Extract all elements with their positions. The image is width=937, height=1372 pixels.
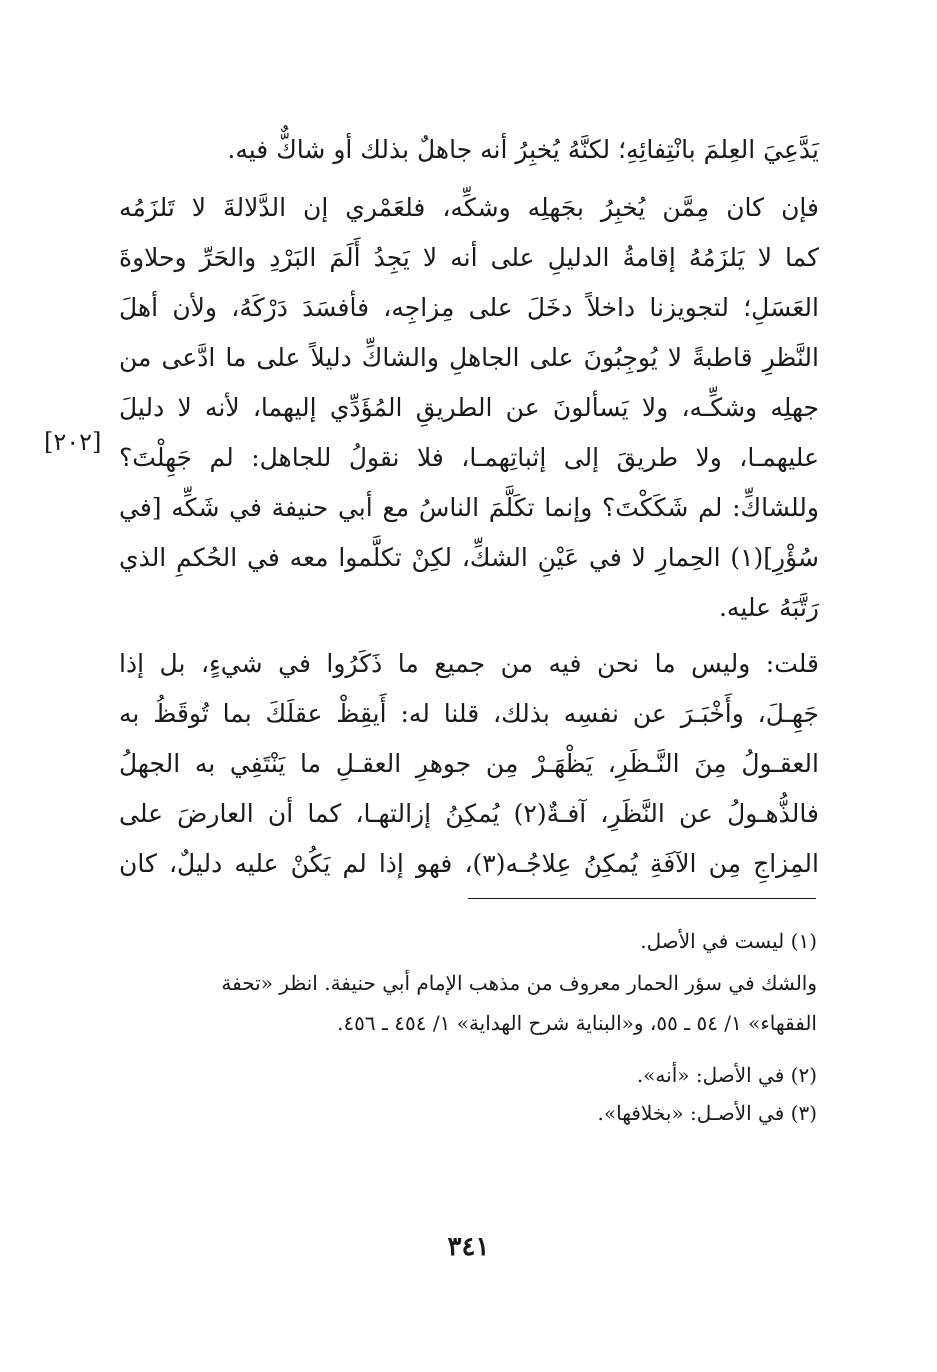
body-line: قلت: وليس ما نحن فيه من جميع ما ذَكَرُوا في شيءٍ، بل إذا — [119, 649, 819, 678]
footnote-separator — [468, 898, 816, 899]
body-line: المِزاجِ مِن الآفَةِ يُمكِنُ عِلاجُـه(٣)، فهو إذا لم يَكُنْ عليه دليلٌ، كان — [119, 849, 819, 878]
page-number: ٣٤١ — [447, 1232, 490, 1262]
body-line: رَتَّبَهُ عليه. — [718, 593, 819, 622]
body-line: سُؤْرِ](١) الحِمارِ لا في عَيْنِ الشكِّ، لكِنْ تكلَّموا معه في الحُكمِ الذي — [119, 543, 819, 572]
body-line: فإن كان مِمَّن يُخبِرُ بجَهلِه وشكِّه، فلعَمْري إن الدَّلالةَ لا تَلزَمُه — [119, 193, 819, 222]
margin-page-reference: [٢٠٢] — [44, 428, 102, 456]
body-line: جَهِـلَ، وأَخْبَـرَ عن نفسِه بذلك، قلنا له: أَيقِظْ عقلَكَ بما تُوقَظُ به — [119, 699, 819, 728]
footnote-3: (٣) في الأصـل: «بخلافها». — [597, 1101, 817, 1125]
body-line: كما لا يَلزَمُهُ إقامةُ الدليلِ على أنه لا يَجِدُ أَلَمَ البَرْدِ والحَرِّ وحلاوةَ — [119, 243, 819, 272]
body-line: يَدَّعِيَ العِلمَ بانْتِفائِهِ؛ لكنَّهُ يُخبِرُ أنه جاهلٌ بذلك أو شاكٌّ فيه. — [227, 135, 819, 164]
body-line: عليهمـا، ولا طريقَ إلى إثباتِهمـا، فلا نقولُ للجاهل: لم جَهِلْتَ؟ — [119, 443, 819, 472]
body-line: النَّظرِ قاطبةً لا يُوجِبُونَ على الجاهلِ والشاكِّ دليلاً على ما ادَّعى من — [119, 343, 819, 372]
body-line: فالذُّهـولُ عن النَّظَرِ، آفـةٌ(٢) يُمكِنُ إزالتهـا، كما أن العارضَ على — [119, 799, 819, 828]
footnote-1-line: الفقهاء» ١/ ٥٤ ـ ٥٥، و«البناية شرح الهداية» ١/ ٤٥٤ ـ ٤٥٦. — [337, 1011, 817, 1035]
body-line: جهلِه وشكِّـه، ولا يَسألونَ عن الطريقِ المُؤَدِّي إليهما، لأنه لا دليلَ — [119, 393, 819, 422]
footnote-2: (٢) في الأصل: «أنه». — [636, 1063, 817, 1087]
footnote-1-line: والشك في سؤر الحمار معروف من مذهب الإمام أبي حنيفة. انظر «تحفة — [221, 971, 817, 995]
body-line: العَسَلِ؛ لتجويزنا داخلاً دخَلَ على مِزاجِه، فأفسَدَ دَرْكَهُ، ولأن أهلَ — [119, 293, 819, 322]
footnote-1: (١) ليست في الأصل. — [640, 929, 817, 953]
body-line: وللشاكِّ: لم شَكَكْتَ؟ وإنما تكَلَّمَ الناسُ مع أبي حنيفة في شَكِّه [في — [119, 493, 819, 522]
body-line: العقـولُ مِنَ النَّـظَرِ، يَظْهَـرْ مِن جوهرِ العقـلِ ما يَنْتَفِي به الجهلُ — [119, 749, 819, 778]
